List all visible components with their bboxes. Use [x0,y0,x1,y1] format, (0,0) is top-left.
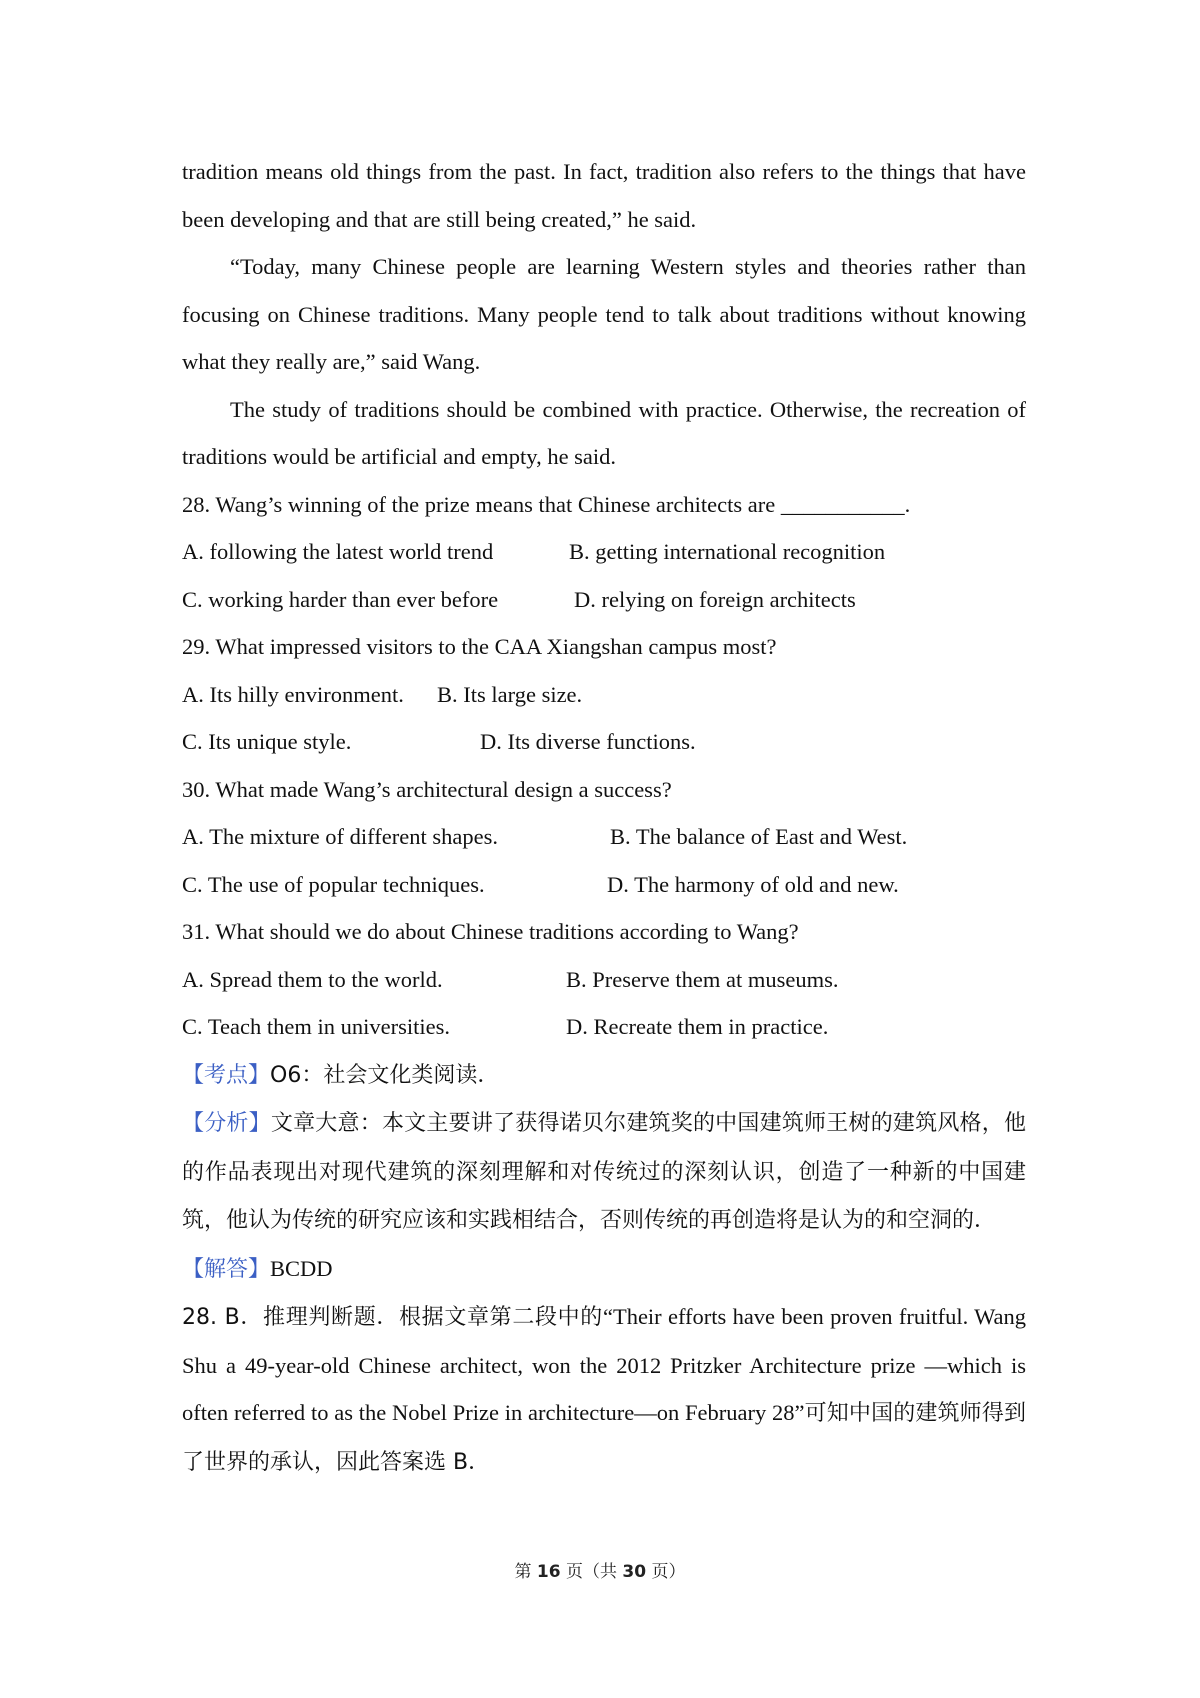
option-28-c: C. working harder than ever before [182,586,499,612]
question-29-stem: 29. What impressed visitors to the CAA Xiangshan campus most? [182,634,777,659]
answer-28-quote: “Their efforts have been proven fruitful. Wang Shu a 49-year-old Chinese architect, won the 2012 Pritzker Architecture prize —which is often referred to as the Nobel Prize in architecture—on February 28” [182,1304,1027,1425]
option-30-c: C. The use of popular techniques. [182,871,485,897]
page-footer [0,1557,1200,1582]
footer-total-pages: 30 [622,1562,647,1582]
option-31-a: A. Spread them to the world. [182,966,443,992]
option-31-b: B. Preserve them at museums. [566,966,839,992]
footer-mid: 页（共 [566,1562,617,1582]
passage-paragraph-1: tradition means old things from the past. In fact, tradition also refers to the things that have been developing and that are still being created,” he said. [182,159,1026,232]
question-28-stem: 28. Wang’s winning of the prize means that Chinese architects are ___________. [182,491,911,517]
footer-pre: 第 [514,1562,532,1582]
question-30-options-cd [182,861,1026,909]
option-28-a: A. following the latest world trend [182,539,494,564]
question-31-options-ab [182,956,1026,1004]
footer-post: 页） [651,1562,686,1582]
question-31-stem: 31. What should we do about Chinese traditions according to Wang? [182,919,799,944]
option-29-a: A. Its hilly environment. [182,681,404,707]
question-30-options-ab [182,813,1026,861]
question-29-options-cd [182,718,1026,766]
option-29-b: B. Its large size. [437,681,583,707]
jieda-line [182,1245,1026,1294]
jieda-tag: 【解答】 [182,1256,271,1282]
passage-paragraph-3: The study of traditions should be combined with practice. Otherwise, the recreation of traditions would be artificial and empty, he said. [182,396,1026,469]
question-28-options-cd [182,576,1026,624]
question-28-options-ab [182,528,1026,576]
passage-paragraph-2: “Today, many Chinese people are learning Western styles and theories rather than focusing on Chinese traditions. Many people tend to talk about traditions without knowing what they really are,” said Wang. [182,254,1026,374]
question-29-options-ab [182,671,1026,719]
footer-page-number: 16 [536,1562,561,1582]
option-31-d: D. Recreate them in practice. [566,1014,829,1039]
kaodian-tag: 【考点】 [182,1062,271,1088]
fenxi-tag: 【分析】 [182,1111,271,1136]
fenxi-text: 文章大意：本文主要讲了获得诺贝尔建筑奖的中国建筑师王树的建筑风格，他的作品表现出对现代建筑的深刻理解和对传统过的深刻认识，创造了一种新的中国建筑，他认为传统的研究应该和实践相结合，否则传统的再创造将是认为的和空洞的． [182,1111,1026,1233]
option-30-a: A. The mixture of different shapes. [182,824,498,849]
answer-28-prefix: 28. B．推理判断题．根据文章第二段中的 [182,1305,603,1330]
option-29-c: C. Its unique style. [182,729,352,754]
answer-28-suffix: 可知中国的建筑师得到了世界的承认，因此答案选 B． [182,1401,1026,1475]
jieda-text: BCDD [270,1255,333,1281]
page-content [182,148,1026,1486]
option-28-d: D. relying on foreign architects [574,586,856,612]
question-30-stem: 30. What made Wang’s architectural design a success? [182,776,672,802]
option-30-d: D. The harmony of old and new. [607,871,899,897]
question-31-options-cd [182,1003,1026,1051]
kaodian-line [182,1051,1026,1100]
option-31-c: C. Teach them in universities. [182,1014,450,1039]
option-29-d: D. Its diverse functions. [480,729,696,754]
option-28-b: B. getting international recognition [569,539,886,564]
option-30-b: B. The balance of East and West. [610,824,908,849]
fenxi-paragraph [182,1099,1026,1245]
answer-28-explanation [182,1293,1026,1486]
kaodian-text: O6：社会文化类阅读． [270,1062,500,1088]
